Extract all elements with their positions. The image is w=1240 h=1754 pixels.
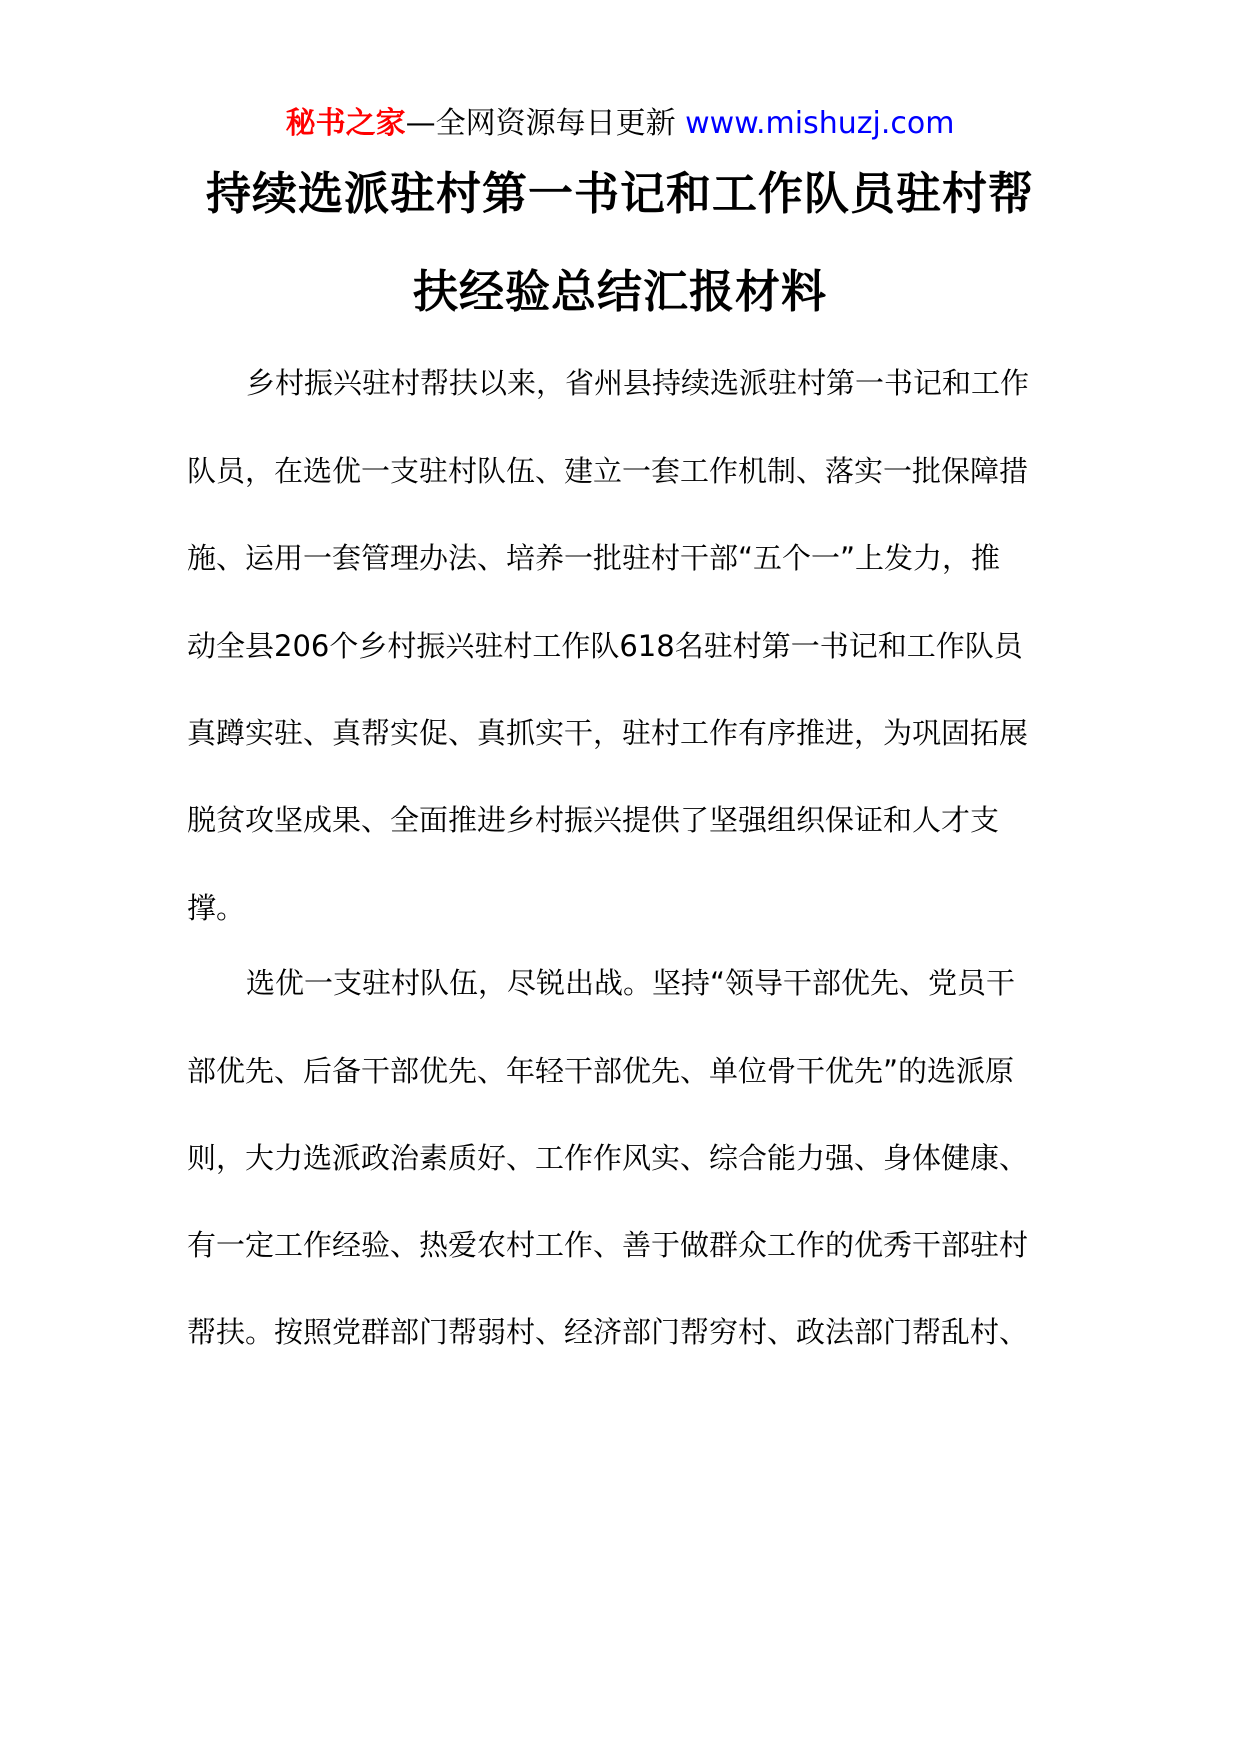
- paragraph-1-line-6: 脱贫攻坚成果、全面推进乡村振兴提供了坚强组织保证和人才支: [187, 803, 1000, 837]
- site-tagline: —全网资源每日更新: [405, 106, 676, 141]
- document-title-line-1: 持续选派驻村第一书记和工作队员驻村帮: [205, 167, 1034, 220]
- document-title-line-2: 扶经验总结汇报材料: [412, 265, 827, 318]
- paragraph-2-line-2: 部优先、后备干部优先、年轻干部优先、单位骨干优先”的选派原: [187, 1054, 1015, 1088]
- site-url-link[interactable]: www.mishuzj.com: [685, 106, 955, 141]
- paragraph-2-line-5: 帮扶。按照党群部门帮弱村、经济部门帮穷村、政法部门帮乱村、: [187, 1315, 1029, 1349]
- paragraph-1-line-2: 队员，在选优一支驻村队伍、建立一套工作机制、落实一批保障措: [187, 454, 1029, 488]
- paragraph-1-line-5: 真蹲实驻、真帮实促、真抓实干，驻村工作有序推进，为巩固拓展: [187, 716, 1029, 750]
- paragraph-1-line-3: 施、运用一套管理办法、培养一批驻村干部“五个一”上发力，推: [187, 541, 1001, 575]
- paragraph-2-line-3: 则，大力选派政治素质好、工作作风实、综合能力强、身体健康、: [187, 1141, 1029, 1175]
- paragraph-1-line-7: 撑。: [187, 891, 246, 925]
- paragraph-1-line-1: 乡村振兴驻村帮扶以来，省州县持续选派驻村第一书记和工作: [246, 366, 1030, 400]
- site-brand: 秘书之家: [285, 106, 406, 141]
- paragraph-2-line-1: 选优一支驻村队伍，尽锐出战。坚持“领导干部优先、党员干: [246, 966, 1016, 1000]
- paragraph-1-line-4: 动全县206个乡村振兴驻村工作队618名驻村第一书记和工作队员: [187, 629, 1023, 663]
- site-header: [0, 100, 1240, 148]
- paragraph-2-line-4: 有一定工作经验、热爱农村工作、善于做群众工作的优秀干部驻村: [187, 1228, 1029, 1262]
